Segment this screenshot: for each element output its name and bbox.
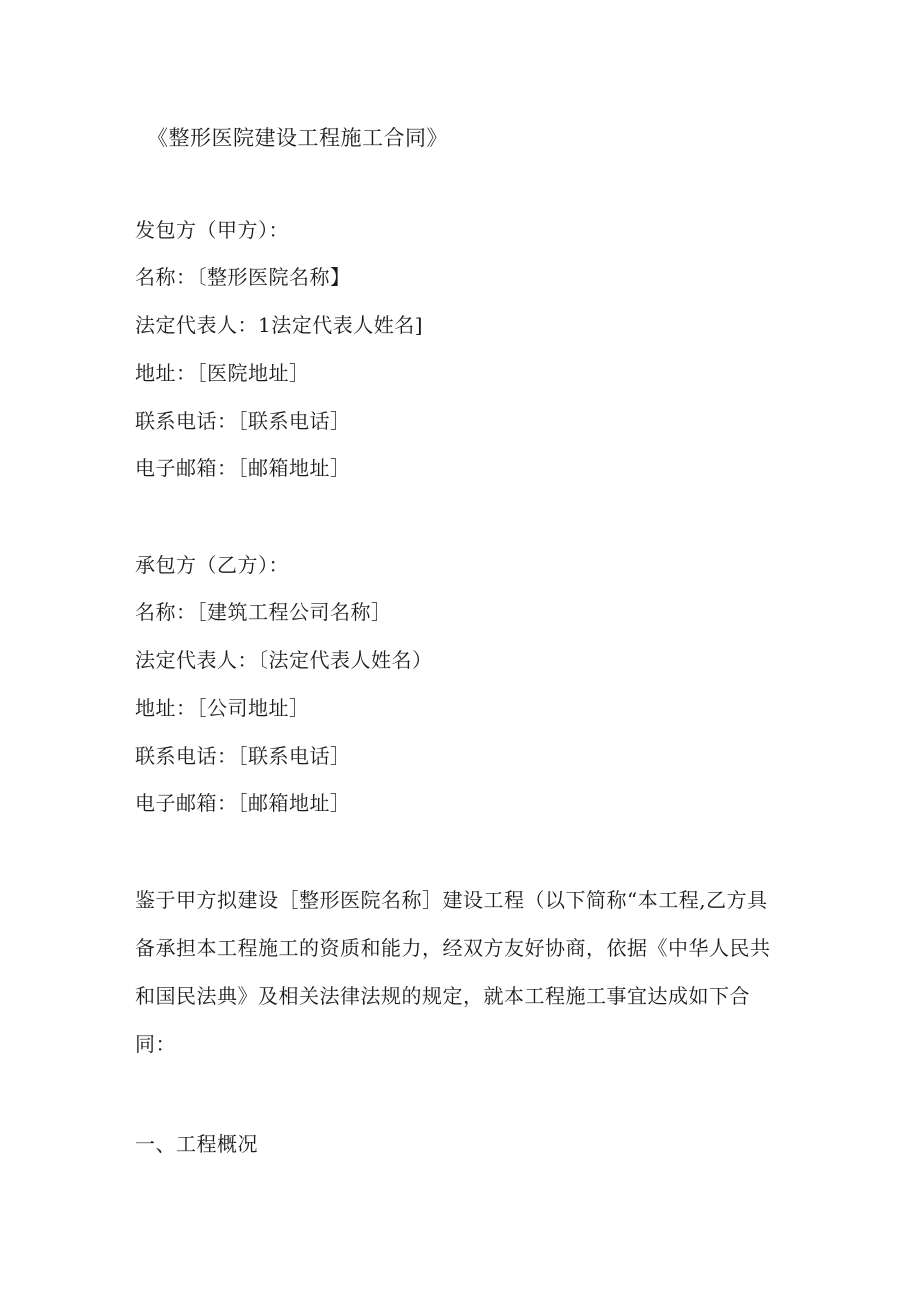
party-b-heading: 承包方（乙方）： — [135, 553, 289, 577]
preamble-line: 同： — [135, 1032, 176, 1056]
preamble-line: 鉴于甲方拟建设［整形医院名称］建设工程（以下简称“本工程,乙方具 — [135, 888, 768, 912]
party-a-address: 地址：［医院地址］ — [135, 361, 310, 385]
preamble-line: 备承担本工程施工的资质和能力，经双方友好协商，依据《中华人民共 — [135, 936, 771, 960]
preamble-line: 和国民法典》及相关法律法规的规定，就本工程施工事宜达成如下合 — [135, 984, 750, 1008]
party-b-address: 地址：［公司地址］ — [135, 696, 310, 720]
party-a-phone: 联系电话：［联系电话］ — [135, 409, 351, 433]
party-a-email: 电子邮箱：［邮箱地址］ — [135, 456, 351, 480]
party-a-heading: 发包方（甲方）： — [135, 218, 289, 242]
preamble-paragraph — [135, 888, 785, 1080]
section-heading-overview: 一、工程概况 — [135, 1132, 258, 1156]
party-a-name: 名称：〔整形医院名称】 — [135, 265, 351, 289]
party-b-name: 名称：［建筑工程公司名称］ — [135, 600, 392, 624]
party-a-representative: 法定代表人：1法定代表人姓名] — [135, 313, 424, 337]
contract-title: 《整形医院建设工程施工合同》 — [147, 126, 448, 150]
party-b-email: 电子邮箱：［邮箱地址］ — [135, 791, 351, 815]
party-b-phone: 联系电话：［联系电话］ — [135, 744, 351, 768]
party-b-representative: 法定代表人：〔法定代表人姓名） — [135, 648, 433, 672]
